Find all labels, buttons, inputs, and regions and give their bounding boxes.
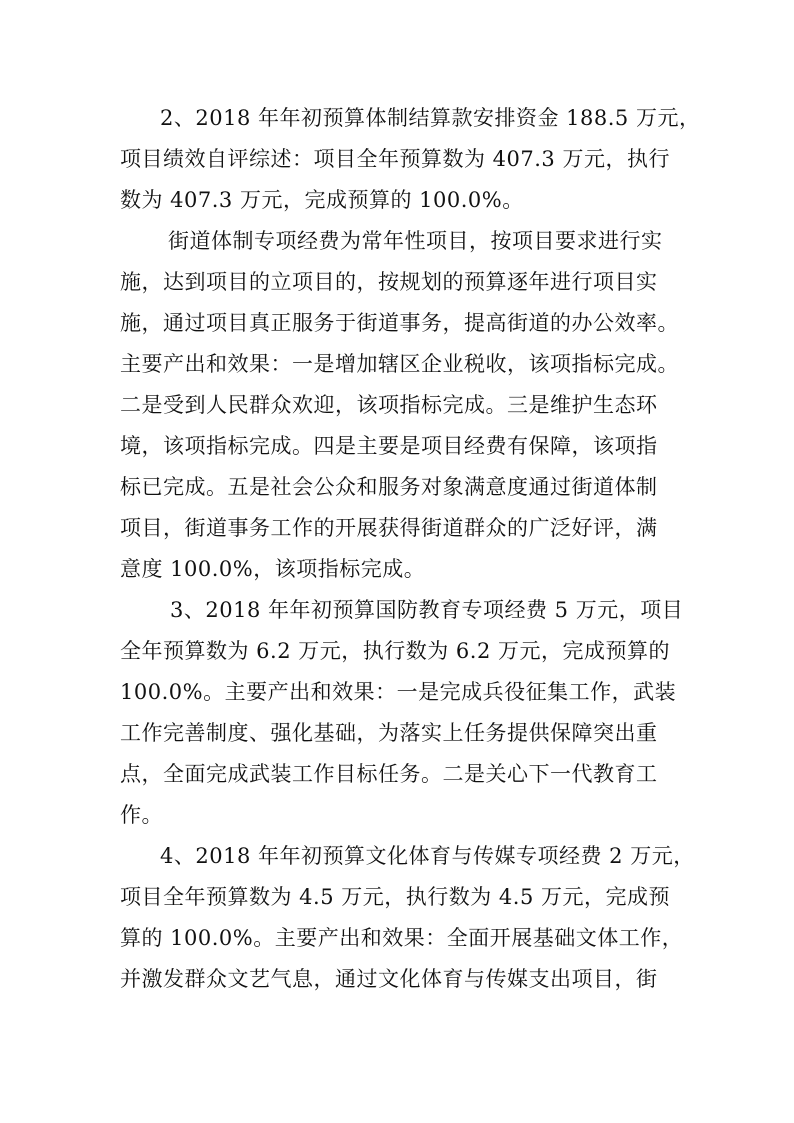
paragraph-line: 全年预算数为 6.2 万元，执行数为 6.2 万元，完成预算的 xyxy=(120,639,670,663)
paragraph-line: 主要产出和效果：一是增加辖区企业税收，该项指标完成。 xyxy=(120,352,679,376)
paragraph-line: 2、2018 年年初预算体制结算款安排资金 188.5 万元， xyxy=(160,106,701,130)
paragraph-line: 项目绩效自评综述：项目全年预算数为 407.3 万元，执行 xyxy=(120,147,670,171)
paragraph-line: 4、2018 年年初预算文化体育与传媒专项经费 2 万元， xyxy=(160,844,695,868)
paragraph-line: 作。 xyxy=(120,803,163,827)
paragraph-line: 项目，街道事务工作的开展获得街道群众的广泛好评，满 xyxy=(120,516,658,540)
paragraph-line: 3、2018 年年初预算国防教育专项经费 5 万元，项目 xyxy=(170,598,684,622)
paragraph-line: 并激发群众文艺气息，通过文化体育与传媒支出项目，街 xyxy=(120,967,658,991)
paragraph-line: 意度 100.0%，该项指标完成。 xyxy=(120,557,426,581)
paragraph-line: 二是受到人民群众欢迎，该项指标完成。三是维护生态环 xyxy=(120,393,658,417)
paragraph-line: 施，达到项目的立项目的，按规划的预算逐年进行项目实 xyxy=(120,270,658,294)
paragraph-line: 项目全年预算数为 4.5 万元，执行数为 4.5 万元，完成预 xyxy=(120,885,670,909)
paragraph-line: 数为 407.3 万元，完成预算的 100.0%。 xyxy=(120,188,524,212)
paragraph-line: 施，通过项目真正服务于街道事务，提高街道的办公效率。 xyxy=(120,311,679,335)
paragraph-line: 点，全面完成武装工作目标任务。二是关心下一代教育工 xyxy=(120,762,658,786)
paragraph-line: 100.0%。主要产出和效果：一是完成兵役征集工作，武装 xyxy=(120,680,677,704)
paragraph-line: 工作完善制度、强化基础，为落实上任务提供保障突出重 xyxy=(120,721,658,745)
paragraph-line: 境，该项指标完成。四是主要是项目经费有保障，该项指 xyxy=(120,434,658,458)
paragraph-line: 标已完成。五是社会公众和服务对象满意度通过街道体制 xyxy=(120,475,658,499)
paragraph-line: 街道体制专项经费为常年性项目，按项目要求进行实 xyxy=(168,229,663,253)
paragraph-line: 算的 100.0%。主要产出和效果：全面开展基础文体工作， xyxy=(120,926,684,950)
